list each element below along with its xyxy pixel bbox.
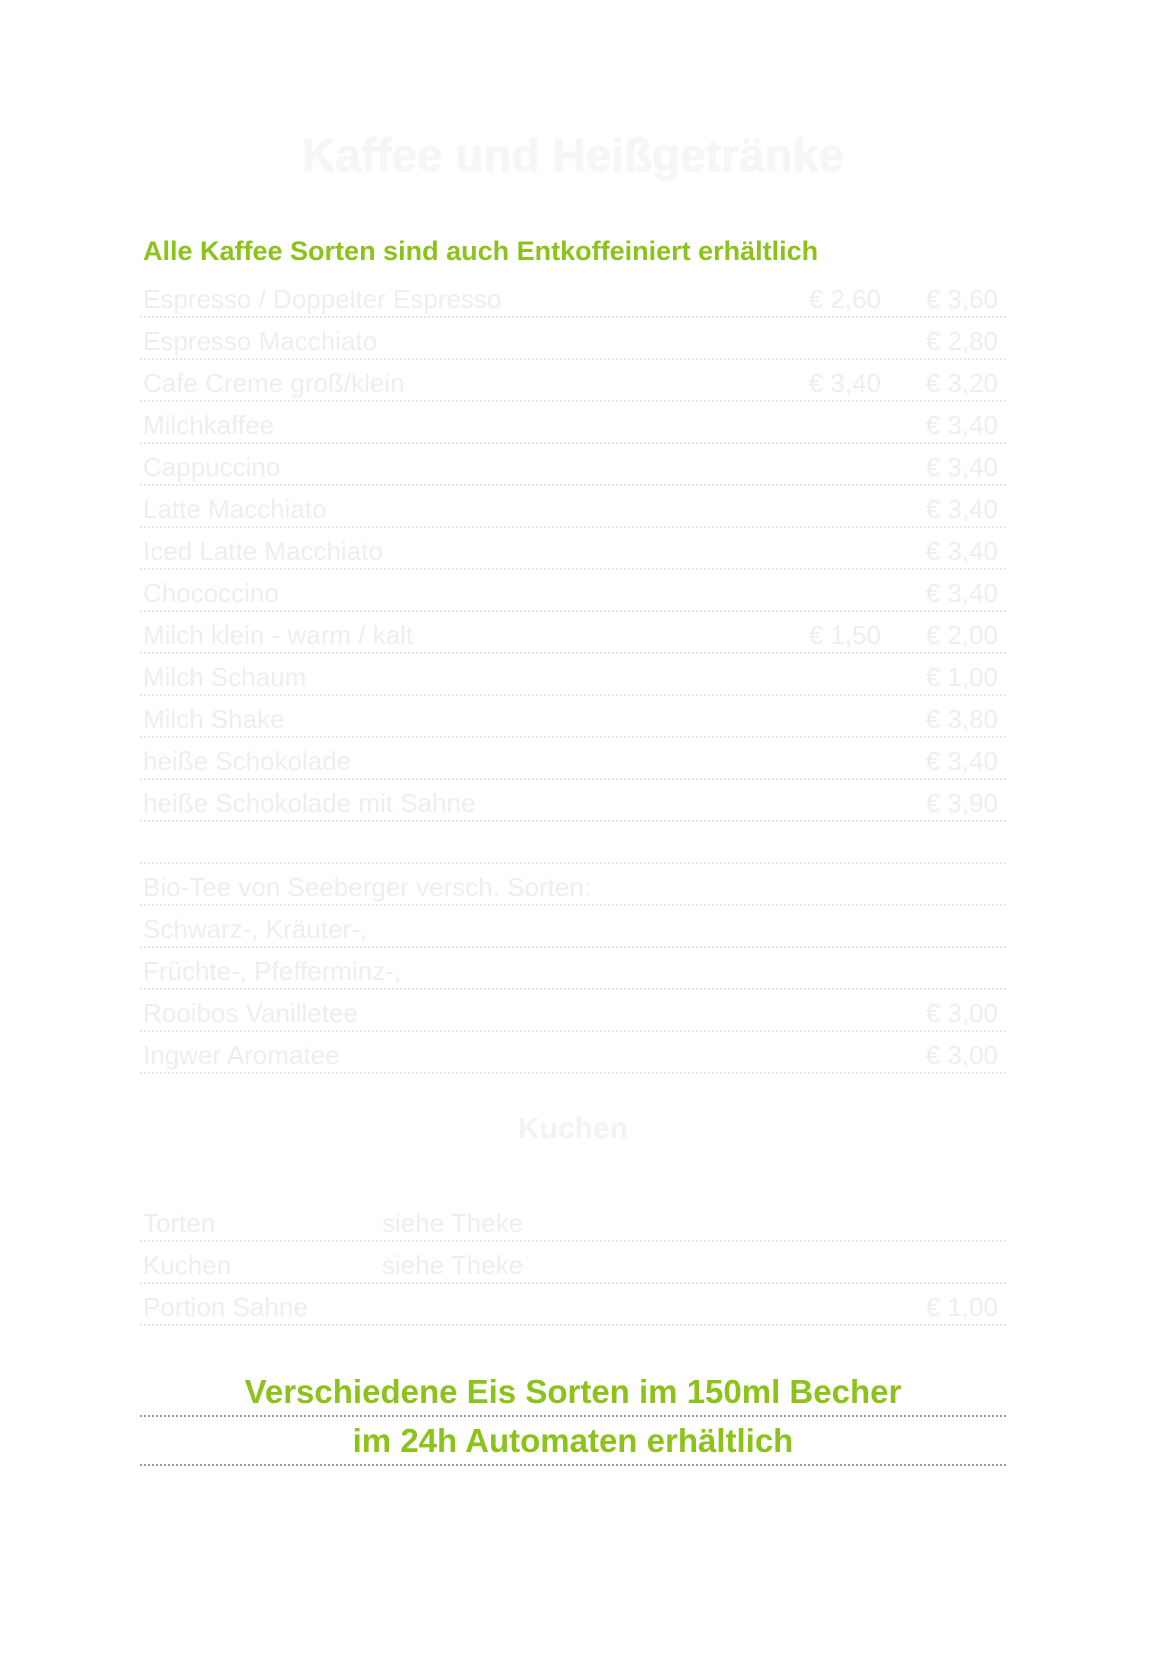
menu-row <box>140 612 1006 654</box>
menu-row <box>140 990 1006 1032</box>
menu-row <box>140 360 1006 402</box>
cake-row <box>140 1200 1006 1242</box>
drink-list <box>140 276 1006 1074</box>
item-price: € 3,40 <box>925 494 998 524</box>
item-price-small: € 1,50 <box>808 620 881 650</box>
menu-row <box>140 822 1006 864</box>
cake-detail: siehe Theke <box>382 1208 524 1238</box>
item-price: € 3,00 <box>925 1040 998 1070</box>
cake-name: Torten <box>143 1208 216 1238</box>
item-name: Bio-Tee von Seeberger versch. Sorten: <box>143 872 592 902</box>
item-name: Iced Latte Macchiato <box>143 536 383 566</box>
menu-row <box>140 696 1006 738</box>
item-name: Espresso / Doppelter Espresso <box>143 284 502 314</box>
item-name: heiße Schokolade mit Sahne <box>143 788 476 818</box>
menu-row <box>140 318 1006 360</box>
item-name: Cappuccino <box>143 452 281 482</box>
item-name: Latte Macchiato <box>143 494 327 524</box>
item-price: € 3,80 <box>925 704 998 734</box>
item-name: Milch Shake <box>143 704 285 734</box>
menu-row <box>140 864 1006 906</box>
item-price: € 3,20 <box>925 368 998 398</box>
cake-name: Kuchen <box>143 1250 232 1280</box>
item-name: Cafe Creme groß/klein <box>143 368 405 398</box>
item-name: Milch Schaum <box>143 662 307 692</box>
item-price: € 3,00 <box>925 998 998 1028</box>
menu-row <box>140 276 1006 318</box>
menu-row <box>140 780 1006 822</box>
menu-row <box>140 402 1006 444</box>
item-price: € 3,40 <box>925 578 998 608</box>
menu-row <box>140 486 1006 528</box>
item-name: heiße Schokolade <box>143 746 352 776</box>
item-name: Rooibos Vanilletee <box>143 998 358 1028</box>
menu-row <box>140 570 1006 612</box>
cake-row <box>140 1242 1006 1284</box>
item-name: Espresso Macchiato <box>143 326 378 356</box>
menu-row <box>140 906 1006 948</box>
item-name: Schwarz-, Kräuter-, <box>143 914 367 944</box>
section-title-kuchen: Kuchen <box>517 1112 628 1145</box>
decaf-note: Alle Kaffee Sorten sind auch Entkoffeiniert erhältlich <box>143 236 819 266</box>
cake-name: Portion Sahne <box>143 1292 308 1322</box>
ice-cream-notice <box>140 1368 1006 1466</box>
item-price: € 3,40 <box>925 452 998 482</box>
cake-row <box>140 1284 1006 1326</box>
cake-detail: siehe Theke <box>382 1250 524 1280</box>
menu-row <box>140 1032 1006 1074</box>
item-price: € 1,00 <box>925 662 998 692</box>
menu-row <box>140 738 1006 780</box>
menu-row <box>140 654 1006 696</box>
item-name: Chococcino <box>143 578 279 608</box>
menu-row <box>140 444 1006 486</box>
menu-row <box>140 948 1006 990</box>
page-title: Kaffee und Heißgetränke <box>302 129 844 181</box>
item-name: Milchkaffee <box>143 410 275 440</box>
item-price: € 2,00 <box>925 620 998 650</box>
item-price-small: € 3,40 <box>808 368 881 398</box>
item-name: Ingwer Aromatee <box>143 1040 340 1070</box>
item-price: € 3,90 <box>925 788 998 818</box>
ice-cream-line-1: Verschiedene Eis Sorten im 150ml Becher <box>140 1368 1006 1417</box>
item-name: Milch klein - warm / kalt <box>143 620 414 650</box>
cake-price: € 1,00 <box>925 1292 998 1322</box>
menu-row <box>140 528 1006 570</box>
item-price: € 3,40 <box>925 536 998 566</box>
cake-list <box>140 1200 1006 1326</box>
item-price: € 3,40 <box>925 746 998 776</box>
item-price: € 3,40 <box>925 410 998 440</box>
item-price: € 2,80 <box>925 326 998 356</box>
item-name: Früchte-, Pfefferminz-, <box>143 956 402 986</box>
ice-cream-line-2: im 24h Automaten erhältlich <box>140 1417 1006 1466</box>
item-price: € 3,60 <box>925 284 998 314</box>
item-price-small: € 2,60 <box>808 284 881 314</box>
